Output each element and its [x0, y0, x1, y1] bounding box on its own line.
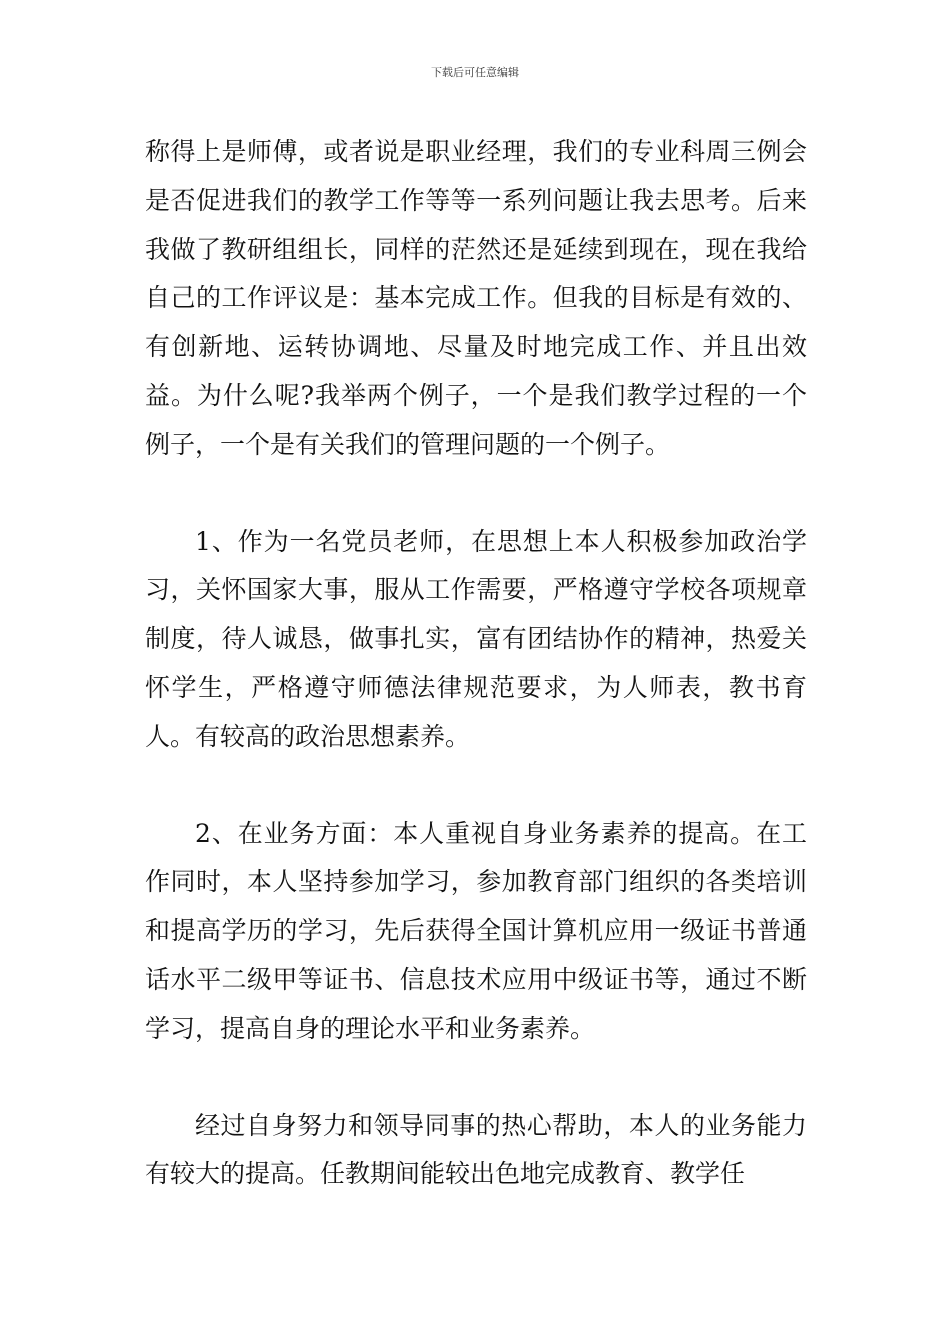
paragraph-professional-development: 2、在业务方面：本人重视自身业务素养的提高。在工作同时，本人坚持参加学习，参加教育部门组织的各类培训和提高学历的学习，先后获得全国计算机应用一级证书普通话水平二级甲等证书、信息技术应用中级证书等，通过不断学习，提高自身的理论水平和业务素养。 — [145, 818, 807, 1043]
document-body — [145, 128, 807, 1199]
paragraph-political-ideology: 1、作为一名党员老师，在思想上本人积极参加政治学习，关怀国家大事，服从工作需要，严格遵守学校各项规章制度，待人诚恳，做事扎实，富有团结协作的精神，热爱关怀学生，严格遵守师德法律规范要求，为人师表，教书育人。有较高的政治思想素养。 — [145, 526, 807, 751]
paragraph-work-ability: 经过自身努力和领导同事的热心帮助，本人的业务能力有较大的提高。任教期间能较出色地完成教育、教学任 — [145, 1110, 807, 1189]
paragraph-continuation: 称得上是师傅，或者说是职业经理，我们的专业科周三例会是否促进我们的教学工作等等一系列问题让我去思考。后来我做了教研组组长，同样的茫然还是延续到现在，现在我给自己的工作评议是：基本完成工作。但我的目标是有效的、有创新地、运转协调地、尽量及时地完成工作、并且出效益。为什么呢?我举两个例子，一个是我们教学过程的一个例子，一个是有关我们的管理问题的一个例子。 — [145, 137, 807, 459]
page-header-note: 下载后可任意编辑 — [431, 66, 519, 79]
